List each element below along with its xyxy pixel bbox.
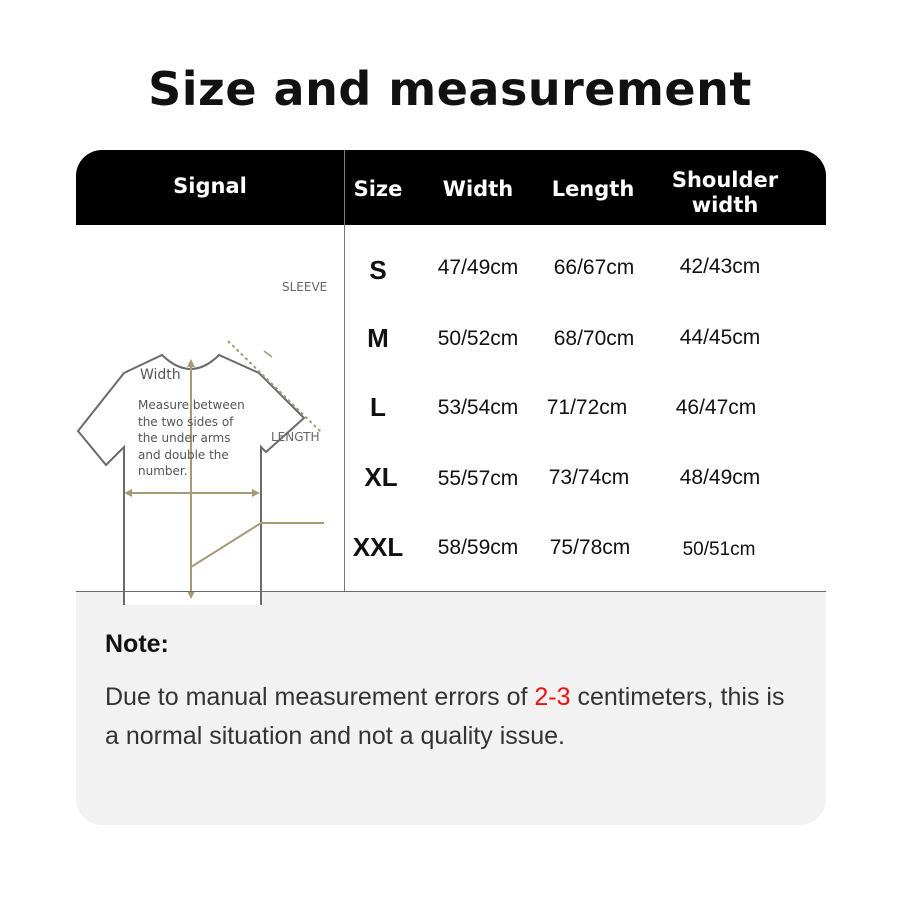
measure-line: Measure between [138, 398, 245, 412]
size-cell: S [369, 255, 387, 285]
header-size: Size [353, 177, 403, 201]
measure-line: the under arms [138, 431, 231, 445]
sleeve-label: SLEEVE [282, 280, 328, 294]
column-divider [344, 150, 345, 591]
length-cell: 73/74cm [548, 466, 630, 489]
shoulder-cell: 46/47cm [675, 396, 757, 419]
header-width: Width [442, 177, 514, 201]
width-cell: 50/52cm [437, 327, 519, 350]
note-text [105, 678, 805, 756]
width-cell: 55/57cm [437, 467, 519, 490]
header-length: Length [551, 177, 635, 201]
table-header [76, 150, 826, 225]
size-cell: M [367, 323, 389, 353]
page-title: Size and measurement [148, 62, 752, 116]
size-cell: XXL [352, 532, 404, 562]
note-highlight: 2-3 [534, 683, 571, 711]
note-text-before: Due to manual measurement errors of [105, 683, 535, 711]
shoulder-cell: 48/49cm [679, 466, 761, 489]
header-shoulder-width [660, 168, 790, 218]
measure-line: and double the [138, 447, 229, 462]
measure-line: the two sides of [138, 414, 234, 429]
measure-instruction [138, 397, 258, 480]
length-cell: 66/67cm [553, 256, 635, 279]
size-cell: XL [364, 462, 398, 492]
size-cell: L [370, 392, 386, 422]
length-label: LENGTH [271, 430, 320, 444]
length-cell: 75/78cm [549, 536, 631, 559]
note-text-after: centimeters, this is a normal situation and not a quality issue. [105, 683, 785, 750]
shoulder-cell: 42/43cm [679, 255, 761, 278]
table-body [76, 225, 826, 591]
width-label: Width [140, 367, 181, 383]
header-shoulder-line1: Shoulder [671, 168, 779, 192]
shoulder-cell: 44/45cm [679, 326, 761, 349]
shoulder-cell: 50/51cm [682, 539, 756, 560]
section-divider [76, 591, 826, 592]
measure-line: number. [138, 464, 188, 478]
length-cell: 71/72cm [546, 396, 628, 419]
size-chart-card [76, 150, 826, 825]
width-cell: 58/59cm [437, 536, 519, 559]
header-signal: Signal [173, 174, 247, 198]
length-cell: 68/70cm [553, 327, 635, 350]
width-cell: 53/54cm [437, 396, 519, 419]
note-title: Note: [105, 630, 169, 658]
width-cell: 47/49cm [437, 256, 519, 279]
header-shoulder-line2: width [691, 193, 759, 217]
